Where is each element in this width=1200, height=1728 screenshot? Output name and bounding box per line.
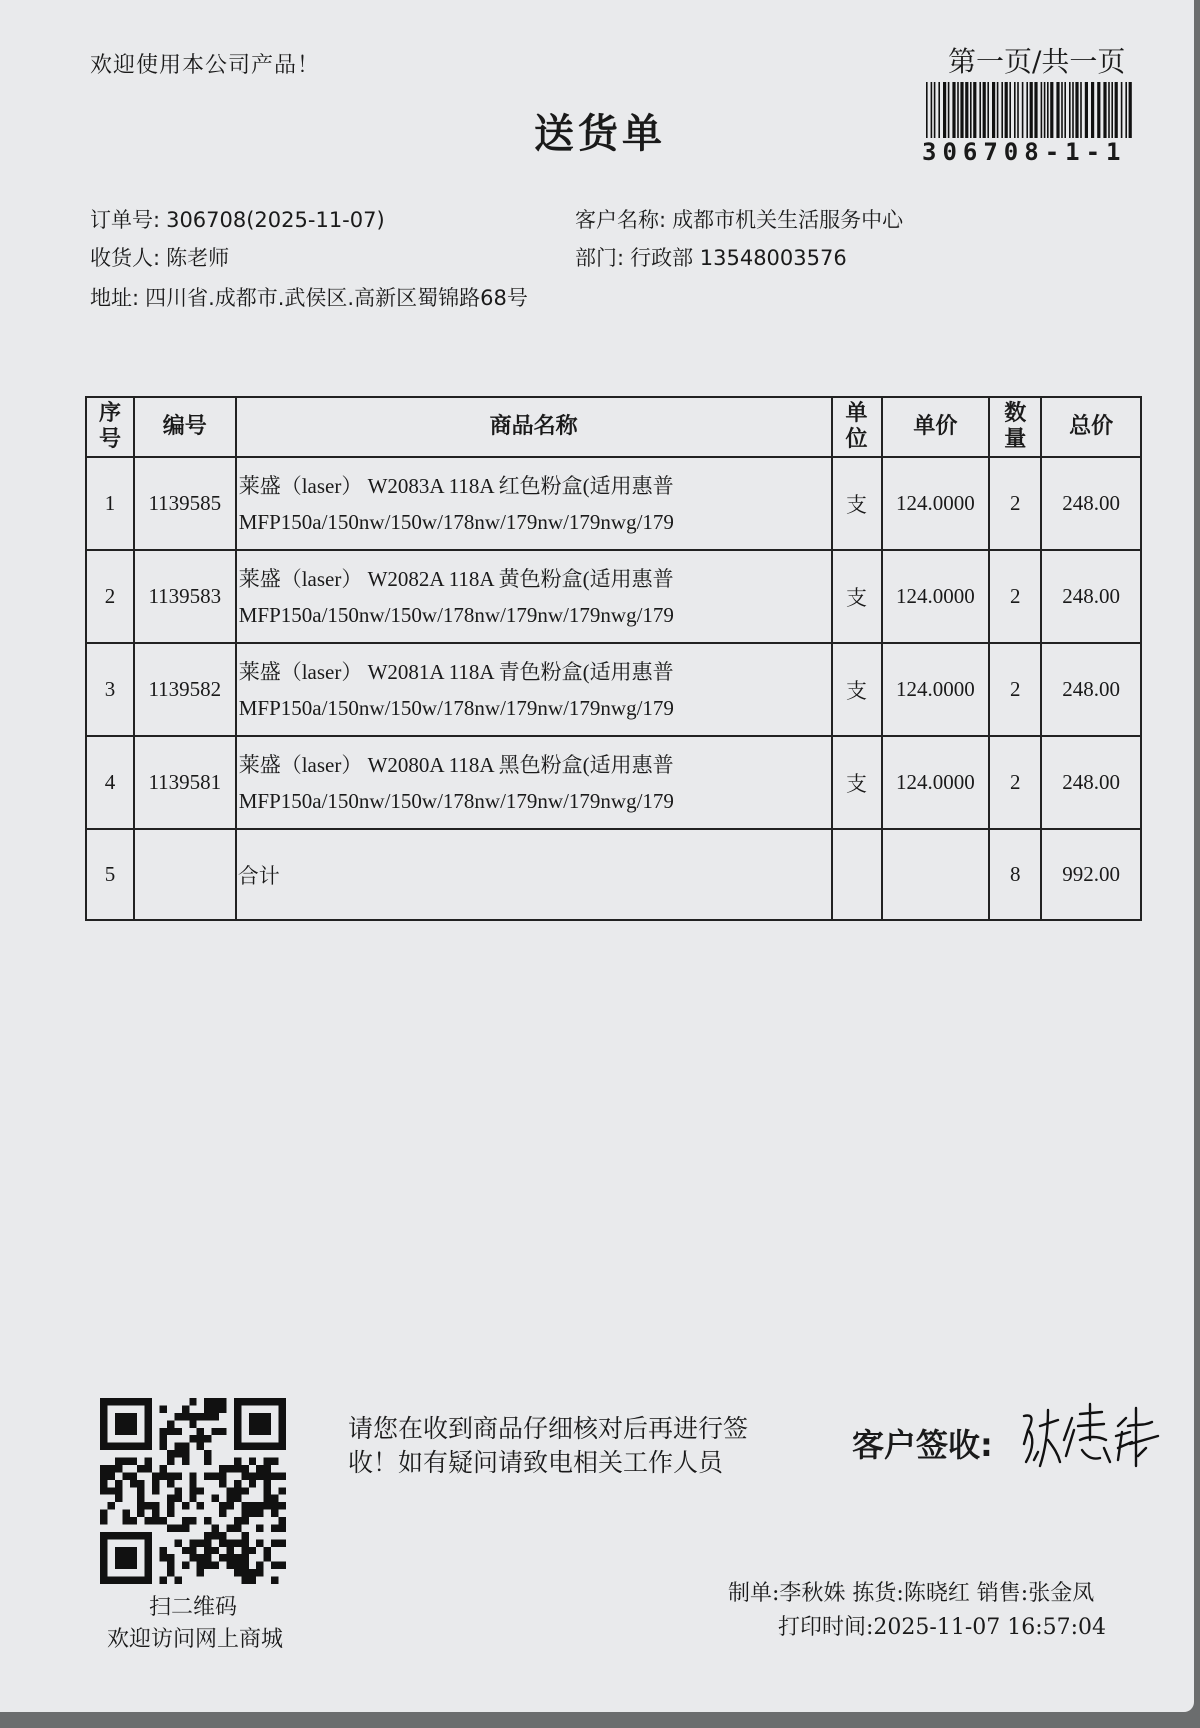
cell-seq: 5 bbox=[86, 829, 134, 920]
cell-unit-price: 124.0000 bbox=[882, 736, 990, 829]
product-name-line2: MFP150a/150nw/150w/178nw/179nw/179nwg/179 bbox=[238, 602, 674, 627]
order-number-field bbox=[90, 204, 385, 234]
print-time: 打印时间:2025-11-07 16:57:04 bbox=[778, 1615, 1107, 1640]
summary-row bbox=[86, 829, 1141, 920]
document-title: 送货单 bbox=[534, 111, 666, 157]
order-number-value: 306708(2025-11-07) bbox=[166, 208, 385, 232]
barcode-number: 306708-1-1 bbox=[922, 138, 1127, 166]
staff-info: 制单:李秋姝 拣货:陈晓红 销售:张金凤 bbox=[728, 1581, 1095, 1606]
handwritten-signature bbox=[1018, 1396, 1168, 1486]
cell-code: 1139583 bbox=[134, 550, 236, 643]
product-name-line1: 莱盛（laser） W2081A 118A 青色粉盒(适用惠普 bbox=[238, 659, 674, 684]
cell-total: 248.00 bbox=[1041, 736, 1141, 829]
cell-seq: 2 bbox=[86, 550, 134, 643]
cell-unit-price: 124.0000 bbox=[882, 643, 990, 736]
department-field bbox=[575, 242, 847, 272]
cell-grand-total: 992.00 bbox=[1041, 829, 1141, 920]
qr-caption-scan: 扫二维码 bbox=[148, 1595, 237, 1620]
page-indicator: 第一页/共一页 bbox=[948, 45, 1126, 78]
qr-code-image bbox=[100, 1398, 286, 1584]
header-seq: 序号 bbox=[86, 397, 134, 457]
cell-seq: 3 bbox=[86, 643, 134, 736]
product-name-line1: 莱盛（laser） W2083A 118A 红色粉盒(适用惠普 bbox=[238, 473, 674, 498]
department-label: 部门: bbox=[575, 246, 625, 270]
cell-product-name bbox=[236, 643, 832, 736]
table-row bbox=[86, 457, 1141, 550]
customer-name-value: 成都市机关生活服务中心 bbox=[672, 208, 904, 232]
address-value: 四川省.成都市.武侯区.高新区蜀锦路68号 bbox=[145, 286, 528, 310]
header-unit-price: 单价 bbox=[882, 397, 990, 457]
header-code: 编号 bbox=[134, 397, 236, 457]
customer-name-field bbox=[575, 204, 903, 234]
order-number-label: 订单号: bbox=[90, 208, 161, 232]
cell-unit bbox=[832, 829, 882, 920]
qr-caption-mall: 欢迎访问网上商城 bbox=[106, 1627, 283, 1652]
cell-unit: 支 bbox=[832, 550, 882, 643]
cell-quantity: 2 bbox=[989, 550, 1041, 643]
receiver-label: 收货人: bbox=[90, 246, 161, 270]
customer-name-label: 客户名称: bbox=[575, 208, 667, 232]
cell-total: 248.00 bbox=[1041, 643, 1141, 736]
table-row bbox=[86, 550, 1141, 643]
cell-code: 1139585 bbox=[134, 457, 236, 550]
cell-quantity: 2 bbox=[989, 643, 1041, 736]
cell-quantity: 2 bbox=[989, 457, 1041, 550]
table-row bbox=[86, 643, 1141, 736]
barcode-image bbox=[924, 82, 1134, 138]
table-header-row bbox=[86, 397, 1141, 457]
cell-unit: 支 bbox=[832, 643, 882, 736]
cell-product-name bbox=[236, 550, 832, 643]
cell-total-quantity: 8 bbox=[989, 829, 1041, 920]
cell-seq: 1 bbox=[86, 457, 134, 550]
product-name-line2: MFP150a/150nw/150w/178nw/179nw/179nwg/179 bbox=[238, 695, 674, 720]
cell-seq: 4 bbox=[86, 736, 134, 829]
cell-code: 1139582 bbox=[134, 643, 236, 736]
cell-unit-price: 124.0000 bbox=[882, 457, 990, 550]
cell-code: 1139581 bbox=[134, 736, 236, 829]
cell-unit: 支 bbox=[832, 457, 882, 550]
cell-unit: 支 bbox=[832, 736, 882, 829]
address-field bbox=[90, 282, 528, 312]
cell-product-name bbox=[236, 736, 832, 829]
cell-product-name bbox=[236, 457, 832, 550]
department-value: 行政部 13548003576 bbox=[630, 246, 847, 270]
welcome-text: 欢迎使用本公司产品！ bbox=[90, 53, 321, 78]
cell-code bbox=[134, 829, 236, 920]
header-product-name: 商品名称 bbox=[236, 397, 832, 457]
items-table bbox=[85, 396, 1142, 921]
receipt-notice: 请您在收到商品仔细核对后再进行签收！如有疑问请致电相关工作人员 bbox=[348, 1414, 749, 1477]
cell-quantity: 2 bbox=[989, 736, 1041, 829]
table-row bbox=[86, 736, 1141, 829]
receiver-value: 陈老师 bbox=[166, 246, 230, 270]
cell-unit-price bbox=[882, 829, 990, 920]
cell-total: 248.00 bbox=[1041, 457, 1141, 550]
header-unit: 单位 bbox=[832, 397, 882, 457]
address-label: 地址: bbox=[90, 286, 140, 310]
header-total: 总价 bbox=[1041, 397, 1141, 457]
product-name-line2: MFP150a/150nw/150w/178nw/179nw/179nwg/179 bbox=[238, 509, 674, 534]
header-quantity: 数量 bbox=[989, 397, 1041, 457]
cell-total: 248.00 bbox=[1041, 550, 1141, 643]
product-name-line2: MFP150a/150nw/150w/178nw/179nw/179nwg/179 bbox=[238, 788, 674, 813]
receiver-field bbox=[90, 242, 229, 272]
customer-signature-label: 客户签收: bbox=[852, 1426, 993, 1464]
cell-summary-label: 合计 bbox=[236, 829, 832, 920]
cell-unit-price: 124.0000 bbox=[882, 550, 990, 643]
product-name-line1: 莱盛（laser） W2080A 118A 黑色粉盒(适用惠普 bbox=[238, 752, 674, 777]
product-name-line1: 莱盛（laser） W2082A 118A 黄色粉盒(适用惠普 bbox=[238, 566, 674, 591]
